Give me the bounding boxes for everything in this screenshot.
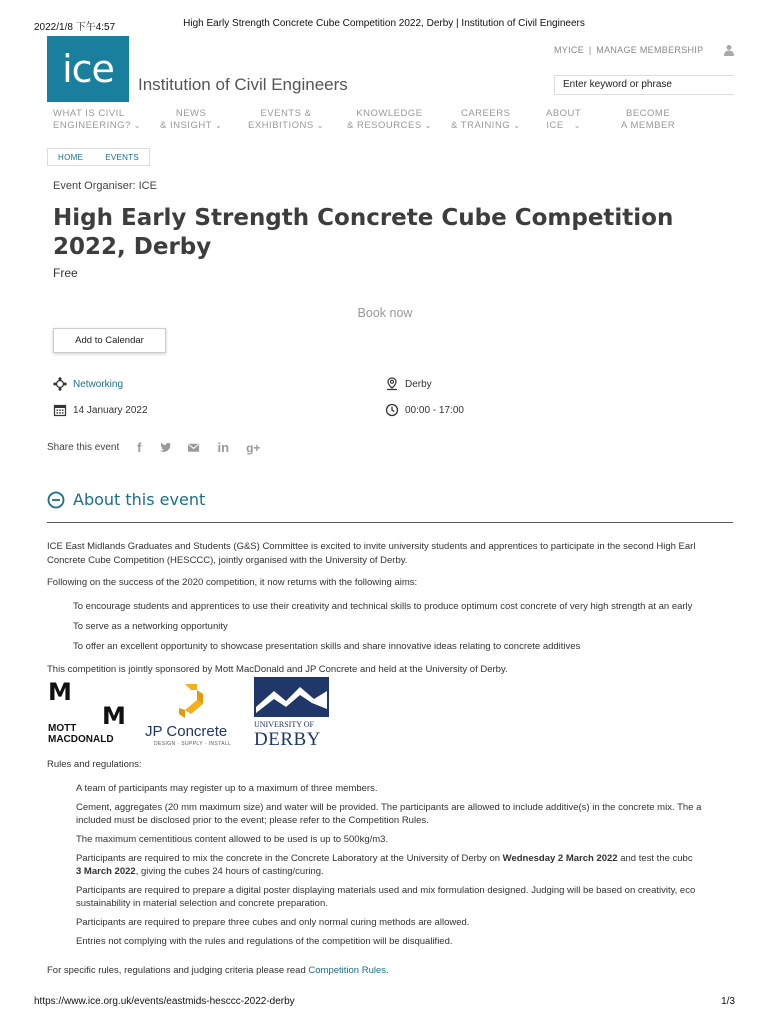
specific-rules-text (47, 964, 733, 978)
rule-text: 6. Participants are required to prepare three cubes and only normal curing methods are allowed. (76, 917, 470, 928)
networking-icon (53, 377, 67, 391)
specific-rules-suffix: . (386, 965, 389, 976)
add-to-calendar-button[interactable]: Add to Calendar (53, 328, 166, 353)
separator: | (588, 45, 592, 55)
nav-knowledge-resources[interactable] (347, 108, 432, 132)
list-item (76, 935, 733, 948)
location-pin-icon (385, 377, 399, 391)
nav-label-line1: NEWS (175, 108, 207, 119)
nav-label-line1: ABOUT (546, 108, 582, 119)
nav-label-line1: KNOWLEDGE (356, 108, 423, 119)
nav-label-line2: & INSIGHT (160, 120, 213, 131)
nav-label-line2: EXHIBITIONS (248, 120, 314, 131)
rules-list (76, 782, 733, 954)
rule-text: 1. A team of participants may register up to a maximum of three members. (76, 783, 378, 794)
event-date-text: 14 January 2022 (73, 404, 148, 416)
jp-mark-icon (177, 682, 207, 720)
nav-news-insight[interactable] (160, 108, 222, 132)
facebook-icon[interactable]: f (137, 440, 142, 455)
collapse-minus-icon[interactable] (47, 491, 65, 509)
rule-text: 5. Participants are required to prepare a digital poster displaying materials used and mix formulation designed. Judging will be based on creativity, eco (76, 885, 696, 896)
calendar-icon (53, 403, 67, 417)
nav-label-line1: EVENTS & (260, 108, 312, 119)
list-item (76, 852, 733, 878)
rule-text-cont: included must be disclosed prior to the event; please refer to the Competition Rules. (76, 815, 429, 826)
mott-m-top: M (48, 678, 72, 706)
nav-label-line1: WHAT IS CIVIL (53, 108, 125, 119)
rule-text: 3. The maximum cementitious content allowed to be used is up to 500kg/m3. (76, 834, 389, 845)
chevron-down-icon: ⌄ (573, 121, 581, 130)
event-organiser: Event Organiser: ICE (53, 180, 157, 192)
nav-become-a-member[interactable] (621, 108, 675, 132)
list-item (76, 782, 733, 795)
uod-line-1: UNIVERSITY OF (254, 720, 314, 729)
event-time (385, 403, 464, 417)
mott-line-2: MACDONALD (48, 734, 114, 745)
intro-line-2: Concrete Cube Competition (HESCCC), jointly organised with the University of Derby. (47, 555, 408, 566)
list-item: • To encourage students and apprentices to use their creativity and technical skills to produce optimum cost concrete of very high strength at an early (73, 600, 733, 620)
chevron-down-icon: ⌄ (316, 121, 324, 130)
print-title: High Early Strength Concrete Cube Competition 2022, Derby | Institution of Civil Engineers (183, 18, 585, 29)
clock-icon (385, 403, 399, 417)
nav-label-line1: CAREERS (460, 108, 511, 119)
rule-date-bold: 3 March 2022 (76, 866, 136, 877)
rule-text-cont: sustainability in material selection and concrete preparation. (76, 898, 328, 909)
share-label: Share this event (47, 442, 120, 453)
breadcrumb (47, 148, 150, 166)
uod-line-2: DERBY (254, 729, 321, 750)
page-title: High Early Strength Concrete Cube Competition 2022, Derby (53, 205, 674, 260)
event-type-link[interactable]: Networking (73, 378, 124, 390)
event-location-text: Derby (405, 378, 432, 390)
following-text: Following on the success of the 2020 competition, it now returns with the following aims: (47, 577, 418, 588)
nav-label-line1: BECOME (625, 108, 671, 119)
breadcrumb-events[interactable]: EVENTS (105, 152, 140, 162)
about-heading: About this event (73, 490, 206, 509)
myice-link[interactable]: MYICE (554, 45, 585, 55)
event-price: Free (53, 266, 78, 280)
sponsored-text: This competition is jointly sponsored by Mott MacDonald and JP Concrete and held at the University of Derby. (47, 664, 508, 675)
about-section-header[interactable] (47, 490, 205, 509)
event-location (385, 377, 432, 391)
org-name: Institution of Civil Engineers (138, 75, 348, 94)
rule-date-bold: Wednesday 2 March 2022 (502, 853, 618, 864)
main-nav (0, 108, 768, 138)
chevron-down-icon: ⌄ (133, 121, 141, 130)
list-item (76, 801, 733, 827)
jp-wordmark: JP Concrete (145, 723, 228, 740)
book-now-button[interactable]: Book now (357, 306, 413, 320)
list-item: • To serve as a networking opportunity (73, 620, 733, 640)
rule-text: and test the cubc (617, 853, 693, 864)
competition-rules-link[interactable]: Competition Rules (308, 965, 387, 976)
section-divider (47, 522, 733, 523)
email-icon[interactable] (186, 441, 201, 454)
specific-rules-prefix: For specific rules, regulations and judging criteria please read (47, 965, 309, 976)
print-page-number: 1/3 (721, 996, 735, 1007)
university-of-derby-logo (254, 678, 330, 750)
nav-what-is-civil-engineering[interactable] (53, 108, 141, 132)
list-item (76, 916, 733, 929)
nav-careers-training[interactable] (451, 108, 520, 132)
share-bar (47, 440, 261, 455)
event-date (53, 403, 148, 417)
mott-line-1: MOTT (48, 723, 77, 734)
mott-m-bottom: M (102, 702, 126, 730)
print-date: 2022/1/8 下午4:57 (34, 22, 116, 33)
ice-logo[interactable] (47, 36, 129, 102)
rules-label: Rules and regulations: (47, 759, 142, 770)
linkedin-icon[interactable]: in (217, 440, 230, 455)
nav-label-line2: & TRAINING (451, 120, 511, 131)
user-icon[interactable] (723, 44, 735, 56)
search-input[interactable]: Enter keyword or phrase (554, 75, 734, 95)
rule-text-cont: , giving the cubes 24 hours of casting/curing. (135, 866, 324, 877)
rule-text: Participants are required to mix the concrete in the Concrete Laboratory at the University of Derby on (76, 853, 503, 864)
list-item (76, 833, 733, 846)
breadcrumb-home[interactable]: HOME (58, 152, 84, 162)
google-plus-icon[interactable]: g+ (246, 440, 261, 455)
list-item: • To offer an excellent opportunity to showcase presentation skills and share innovative ideas relating to concrete additives (73, 640, 733, 660)
account-links (554, 45, 705, 55)
print-url: https://www.ice.org.uk/events/eastmids-hesccc-2022-derby (34, 996, 295, 1007)
derby-mountains-icon (254, 677, 329, 717)
nav-label-line2: A MEMBER (621, 120, 676, 131)
rule-text: 7. Entries not complying with the rules and regulations of the competition will be disqualified. (76, 936, 453, 947)
twitter-icon[interactable] (159, 441, 172, 454)
logo-text: ice (62, 47, 114, 91)
nav-label-line2: & RESOURCES (347, 120, 422, 131)
mott-text (48, 723, 114, 745)
nav-about-ice[interactable] (546, 108, 581, 132)
aims-list (73, 600, 733, 660)
manage-membership-link[interactable]: MANAGE MEMBERSHIP (596, 45, 704, 55)
chevron-down-icon: ⌄ (424, 121, 432, 130)
rule-text: 2. Cement, aggregates (20 mm maximum size) and water will be provided. The participants are allowed to include additive(s) in the concrete mix. The a (76, 802, 702, 813)
event-time-text: 00:00 - 17:00 (405, 404, 464, 416)
list-item (76, 884, 733, 910)
nav-events-exhibitions[interactable] (248, 108, 324, 132)
chevron-down-icon: ⌄ (513, 121, 521, 130)
event-type (53, 377, 123, 391)
mott-macdonald-logo (47, 678, 132, 748)
intro-line-1: ICE East Midlands Graduates and Students (G&S) Committee is excited to invite university students and apprentices to participate in the second High Earl (47, 541, 696, 552)
chevron-down-icon: ⌄ (215, 121, 223, 130)
nav-label-line2: ICE (546, 120, 564, 131)
jp-concrete-logo (145, 678, 245, 748)
jp-tagline: DESIGN · SUPPLY · INSTALL (154, 741, 232, 747)
nav-label-line2: ENGINEERING? (53, 120, 131, 131)
